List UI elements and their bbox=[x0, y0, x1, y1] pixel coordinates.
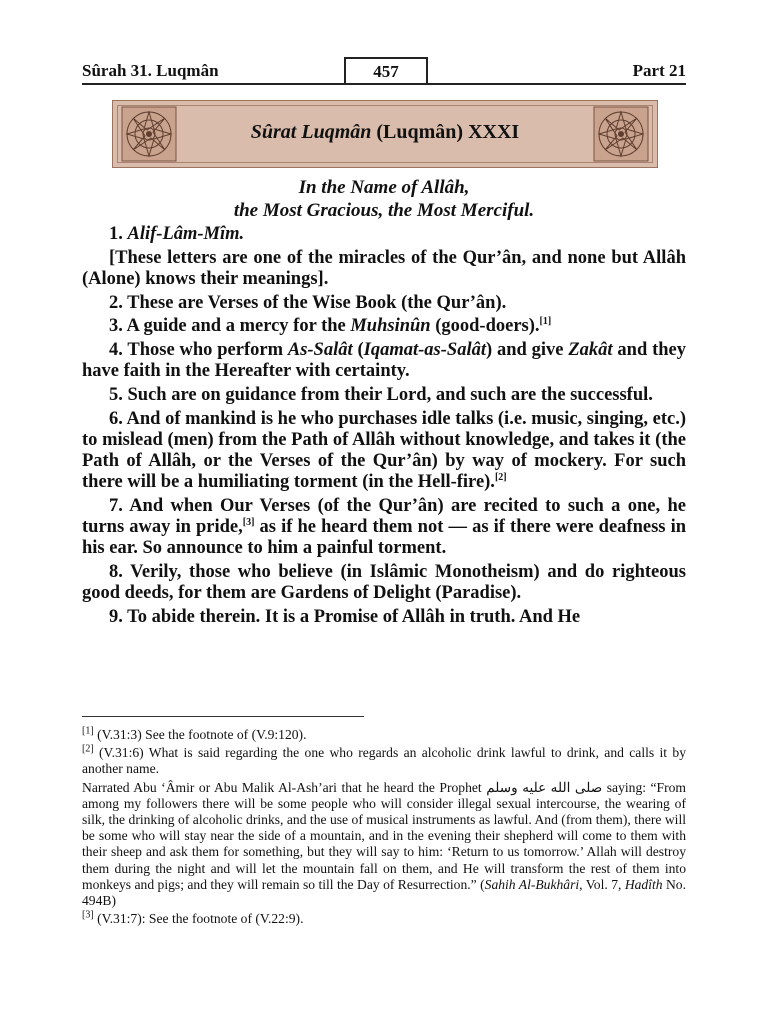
verse-3-term: Muhsinûn bbox=[350, 316, 431, 337]
hadith-source: Vol. 7, bbox=[582, 876, 625, 892]
arabic-salutation: صلى الله عليه وسلم bbox=[486, 779, 603, 795]
surah-title-italic: Sûrat Luqmân bbox=[250, 121, 372, 143]
verse-4-part: ( bbox=[352, 340, 364, 361]
footnote-ref-1[interactable]: [1] bbox=[539, 316, 552, 328]
verse-3 bbox=[82, 316, 686, 337]
verse-1-note: [These letters are one of the miracles of the Qur’ân, and none but Allâh (Alone) knows their meanings]. bbox=[82, 247, 686, 289]
footnote-ref-3[interactable]: [3] bbox=[242, 516, 255, 528]
verse-1-text: Alif-Lâm-Mîm. bbox=[127, 224, 245, 244]
bismillah-line-2: the Most Gracious, the Most Merciful. bbox=[233, 200, 535, 221]
footnote-1 bbox=[82, 727, 686, 743]
verse-5: 5. Such are on guidance from their Lord, and such are the successful. bbox=[109, 384, 653, 405]
verse-4-term: Iqamat-as-Salât bbox=[363, 340, 486, 361]
verse-1-number: 1. bbox=[109, 224, 128, 244]
narration-text: saying: “From among my followers there will be some people who will consider illegal sexual intercourse, the wearing of silk, the drinking of alcoholic drinks, and the use of musical instruments as lawful. And (from them), there will be some who will stay near the side of a mountain, and in the evening their shepherd will come to them with their sheep and ask them for something, but they will say to him: ‘Return to us tomorrow.’ Allah will destroy them during the night and will let the mountain fall on them, and He will transform the rest of them into monkeys and pigs; and they will remain so till the Day of Resurrection.” ( bbox=[82, 779, 687, 892]
surah-title bbox=[113, 121, 657, 144]
verse-4-term: As-Salât bbox=[287, 340, 353, 361]
footnote-2 bbox=[82, 745, 686, 777]
footnote-3-marker: [3] bbox=[82, 909, 94, 921]
verse-4-term: Zakât bbox=[568, 340, 613, 361]
hadith-source: Sahih Al-Bukhâri, bbox=[484, 876, 583, 892]
footnote-1-text: (V.31:3) See the footnote of (V.9:120). bbox=[93, 727, 307, 742]
verse-4 bbox=[82, 340, 686, 382]
narration-text: Narrated Abu ‘Âmir or Abu Malik Al-Ash’ari that he heard the Prophet bbox=[82, 779, 487, 795]
verse-6 bbox=[82, 409, 686, 494]
bismillah-line-1: In the Name of Allâh, bbox=[298, 177, 470, 198]
surah-name: Sûrah 31. Luqmân bbox=[82, 61, 219, 80]
verse-6-text: 6. And of mankind is he who purchases idle talks (i.e. music, singing, etc.) to mislead (men) from the Path of Allâh without knowledge, and takes it (the Path of Allâh, or the Verses of the Qur’ân) by way of mockery. For such there will be a humiliating torment (in the Hell-fire). bbox=[82, 408, 686, 493]
hadith-source: No. 494B) bbox=[82, 876, 687, 909]
footnote-2-marker: [2] bbox=[82, 743, 94, 755]
footnote-2-narration bbox=[82, 780, 686, 910]
footnote-3-text: (V.31:7): See the footnote of (V.22:9). bbox=[93, 911, 304, 927]
verse-8: 8. Verily, those who believe (in Islâmic Monotheism) and do righteous good deeds, for them are Gardens of Delight (Paradise). bbox=[82, 562, 686, 604]
part-label: Part 21 bbox=[632, 61, 686, 80]
page-header bbox=[82, 57, 686, 85]
bismillah bbox=[82, 176, 686, 222]
page-number: 457 bbox=[344, 57, 428, 84]
verse-3-part: (good-doers). bbox=[430, 316, 540, 337]
footnote-3 bbox=[82, 911, 686, 927]
verse-7-part: as if he heard them not — as if there were deafness in his ear. So announce to him a painful torment. bbox=[82, 517, 687, 559]
verse-4-part: and they have faith in the Hereafter with certainty. bbox=[82, 340, 686, 382]
verse-2: 2. These are Verses of the Wise Book (the Qur’ân). bbox=[109, 292, 507, 313]
footnotes bbox=[82, 727, 686, 929]
footnote-2-text: (V.31:6) What is said regarding the one who regards an alcoholic drink lawful to drink, and calls it by another name. bbox=[82, 745, 686, 777]
verses-body bbox=[82, 224, 686, 631]
surah-title-banner bbox=[112, 100, 658, 168]
verse-9: 9. To abide therein. It is a Promise of Allâh in truth. And He bbox=[109, 606, 581, 627]
verse-7-part: 7. And when Our Verses (of the Qur’ân) are recited to such a one, he turns away in pride, bbox=[82, 495, 686, 538]
verse-4-part: 4. Those who perform bbox=[109, 340, 288, 361]
verse-4-part: ) and give bbox=[485, 340, 569, 361]
verse-3-part: 3. A guide and a mercy for the bbox=[109, 316, 351, 337]
verse-1 bbox=[82, 224, 686, 245]
footnote-1-marker: [1] bbox=[82, 725, 94, 737]
verse-7 bbox=[82, 496, 686, 560]
surah-title-rest: (Luqmân) XXXI bbox=[371, 121, 520, 143]
hadith-source: Hadîth bbox=[624, 876, 663, 892]
footnote-divider bbox=[82, 716, 364, 717]
footnote-ref-2[interactable]: [2] bbox=[494, 472, 507, 484]
